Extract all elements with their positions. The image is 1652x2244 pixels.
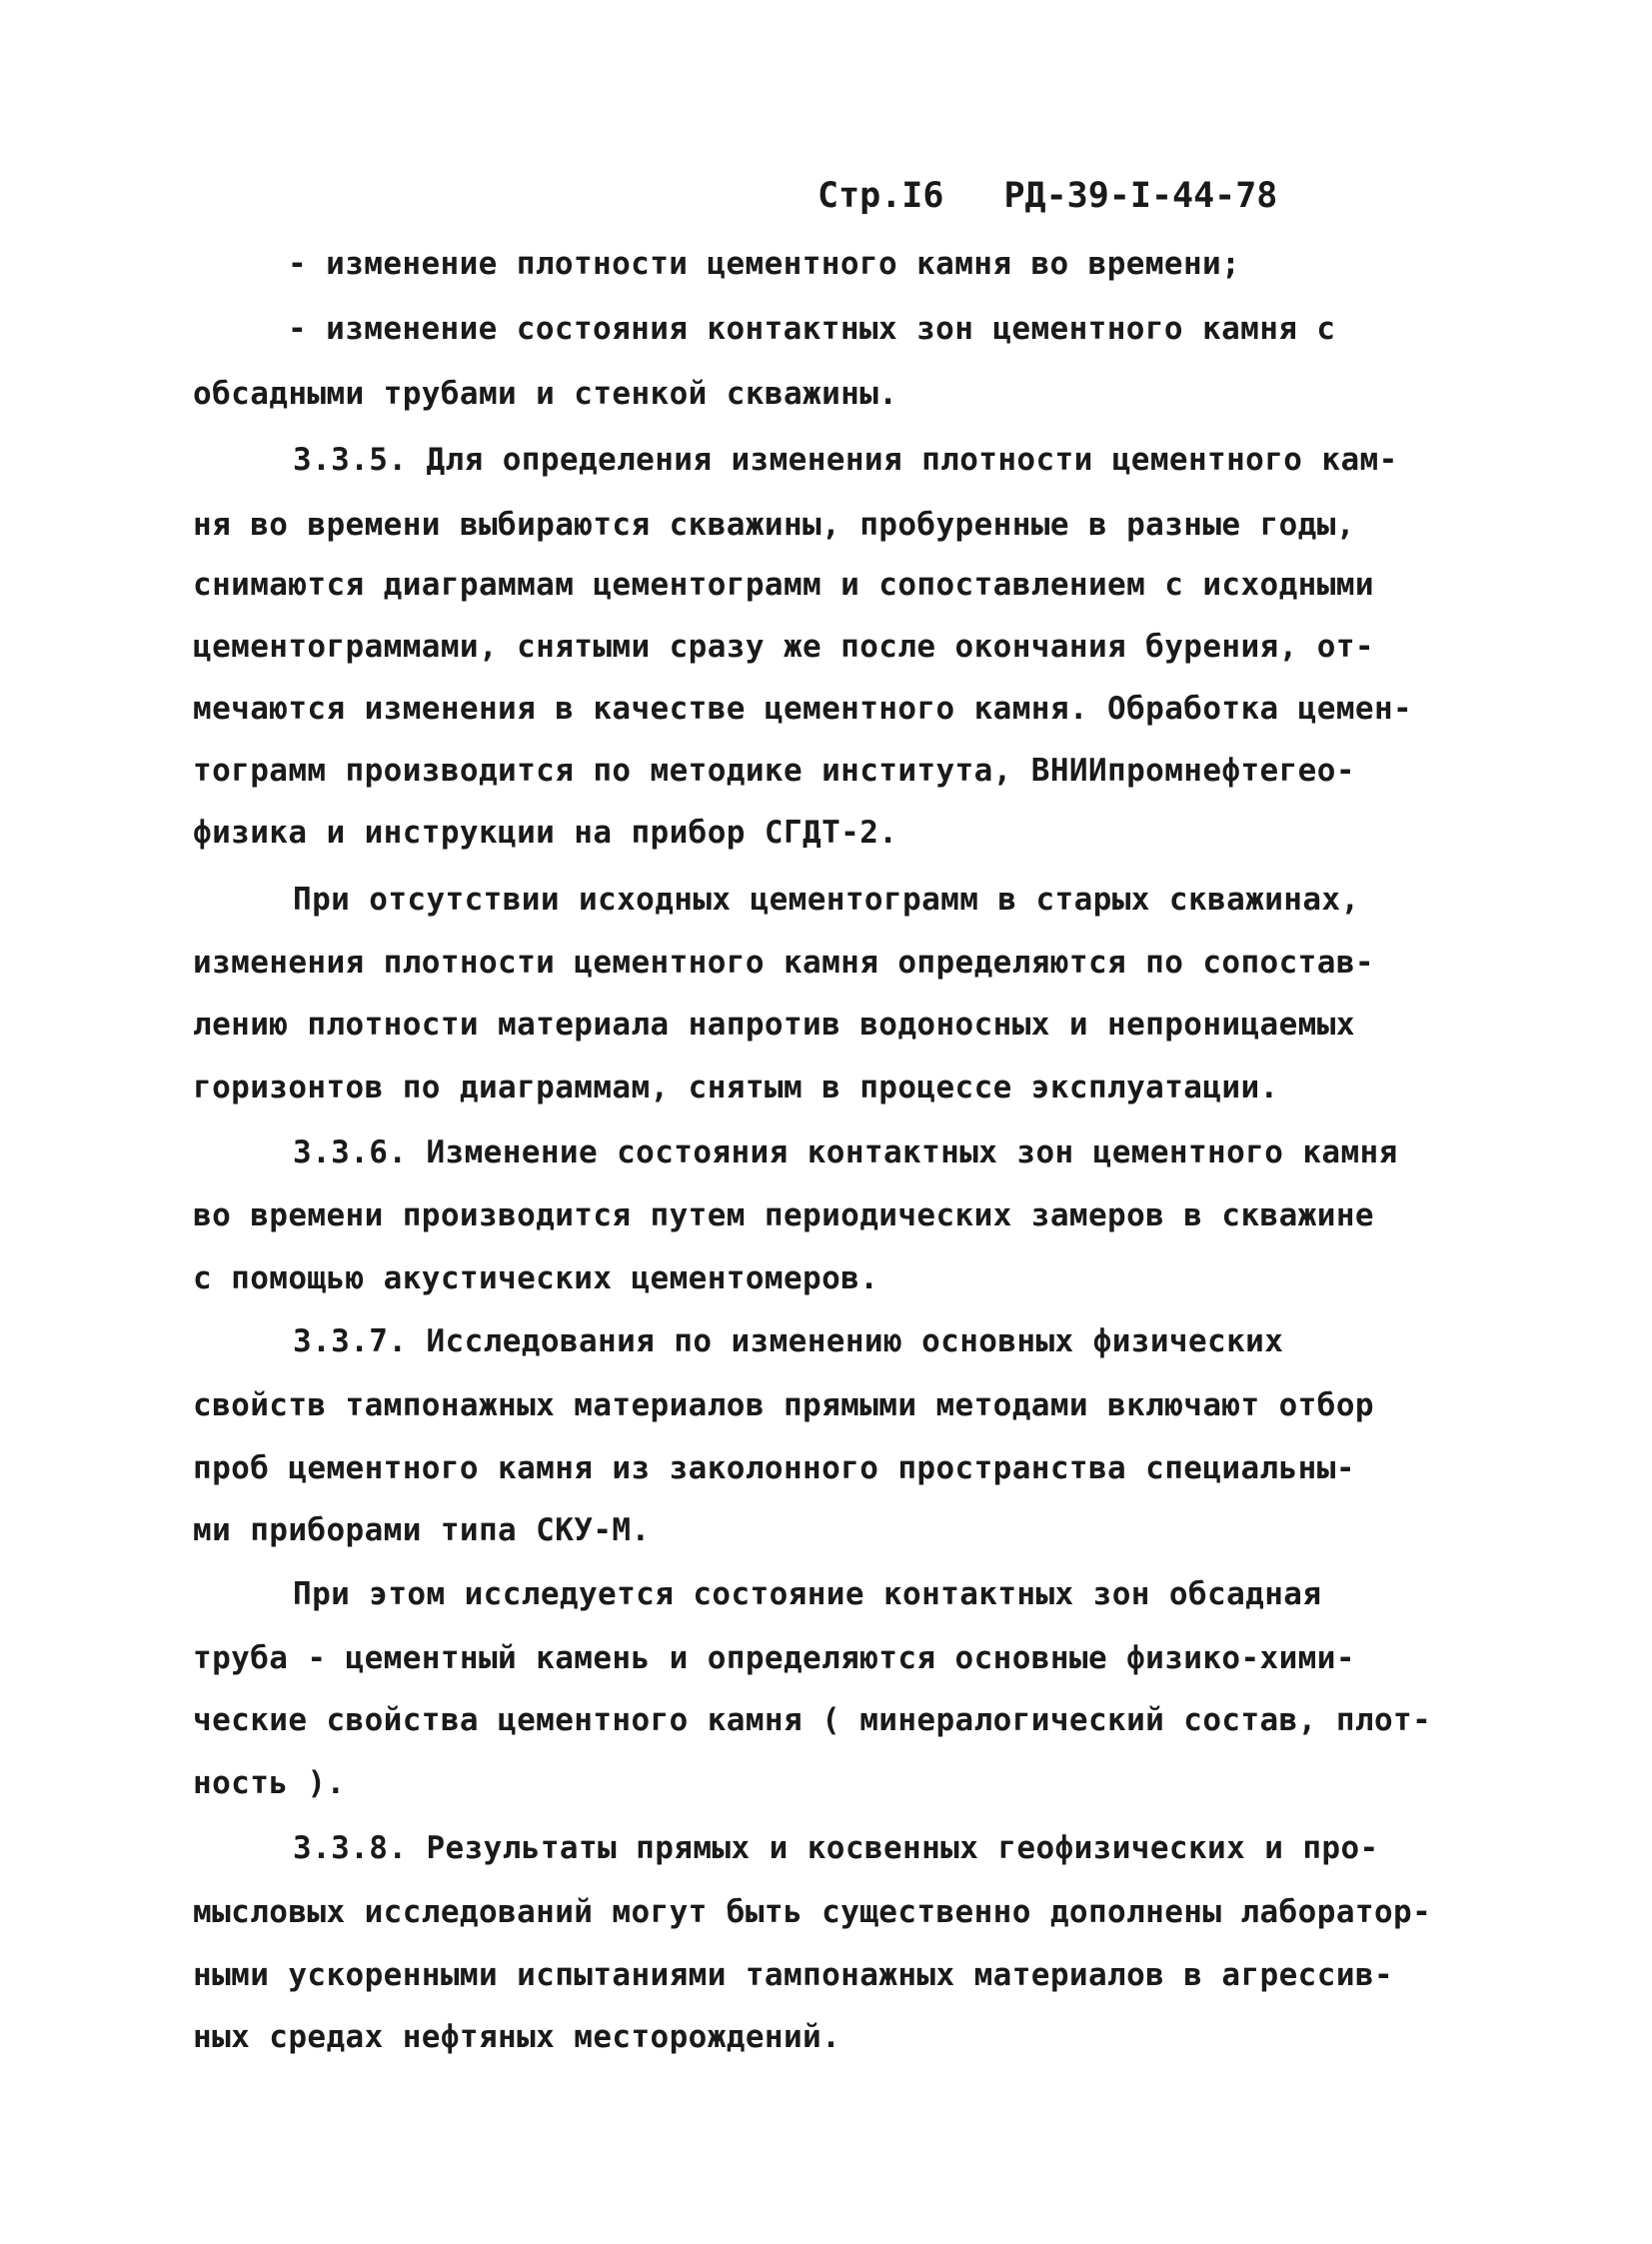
text-line: мысловых исследований могут быть существенно дополнены лаборатор- bbox=[193, 1894, 1432, 1930]
text-line: снимаются диаграммам цементограмм и сопоставлением с исходными bbox=[193, 567, 1374, 603]
text-line: тограмм производится по методике института, ВНИИпромнефтегео- bbox=[193, 753, 1355, 789]
text-line: горизонтов по диаграммам, снятым в процессе эксплуатации. bbox=[193, 1070, 1279, 1106]
text-line: 3.3.5. Для определения изменения плотности цементного кам- bbox=[293, 442, 1398, 478]
text-line: труба - цементный камень и определяются основные физико-хими- bbox=[193, 1640, 1355, 1676]
text-line: 3.3.6. Изменение состояния контактных зон цементного камня bbox=[293, 1134, 1398, 1170]
text-line: 3.3.8. Результаты прямых и косвенных геофизических и про- bbox=[293, 1830, 1379, 1866]
text-line: с помощью акустических цементомеров. bbox=[193, 1260, 879, 1296]
text-line: ными ускоренными испытаниями тампонажных материалов в агрессив- bbox=[193, 1957, 1394, 1993]
text-line: ня во времени выбираются скважины, пробуренные в разные годы, bbox=[193, 507, 1355, 543]
page-header bbox=[818, 176, 1277, 216]
text-line: физика и инструкции на прибор СГДТ-2. bbox=[193, 815, 898, 851]
text-line: - изменение плотности цементного камня во времени; bbox=[288, 246, 1241, 282]
text-line: во времени производится путем периодических замеров в скважине bbox=[193, 1197, 1374, 1233]
text-line: цементограммами, снятыми сразу же после окончания бурения, от- bbox=[193, 629, 1374, 665]
text-line: 3.3.7. Исследования по изменению основных физических bbox=[293, 1323, 1284, 1359]
text-line: ческие свойства цементного камня ( минералогический состав, плот- bbox=[193, 1702, 1432, 1738]
text-line: При этом исследуется состояние контактных зон обсадная bbox=[293, 1576, 1322, 1612]
text-line: мечаются изменения в качестве цементного камня. Обработка цемен- bbox=[193, 691, 1413, 727]
text-line: ми приборами типа СКУ-М. bbox=[193, 1512, 651, 1548]
page-number: Стр.I6 bbox=[818, 176, 944, 216]
text-line: проб цементного камня из заколонного пространства специальны- bbox=[193, 1450, 1355, 1486]
document-code: РД-39-I-44-78 bbox=[1003, 176, 1278, 216]
text-line: лению плотности материала напротив водоносных и непроницаемых bbox=[193, 1007, 1355, 1043]
text-line: изменения плотности цементного камня определяются по сопостав- bbox=[193, 945, 1374, 981]
text-line: - изменение состояния контактных зон цементного камня с bbox=[288, 311, 1336, 347]
text-line: При отсутствии исходных цементограмм в старых скважинах, bbox=[293, 882, 1360, 918]
text-line: ность ). bbox=[193, 1765, 346, 1801]
text-line: свойств тампонажных материалов прямыми методами включают отбор bbox=[193, 1387, 1374, 1423]
text-line: ных средах нефтяных месторождений. bbox=[193, 2019, 841, 2055]
text-line: обсадными трубами и стенкой скважины. bbox=[193, 376, 898, 412]
